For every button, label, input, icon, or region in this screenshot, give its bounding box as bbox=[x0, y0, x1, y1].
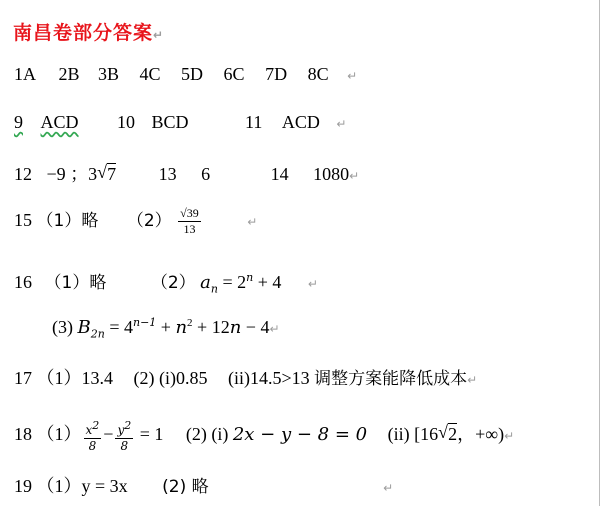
question-19-part-1: （1）y = 3x bbox=[36, 476, 128, 496]
return-mark-icon: ↵ bbox=[349, 169, 360, 183]
answer-line-15 bbox=[14, 206, 257, 237]
page-border bbox=[599, 0, 600, 506]
question-12-answer: −9 ；3 bbox=[46, 164, 98, 184]
question-11-answer: ACD bbox=[281, 112, 320, 132]
return-mark-icon: ↵ bbox=[269, 322, 280, 336]
formula-an: $a_n$ bbox=[200, 272, 218, 296]
return-mark-icon: ↵ bbox=[153, 28, 165, 42]
radicand: 7 bbox=[107, 164, 117, 184]
line-equation: 2x − y − 8 = 0 bbox=[232, 424, 368, 446]
question-16-part-1: （1）略 bbox=[44, 273, 107, 293]
answer-8: 8C bbox=[307, 64, 329, 84]
fraction-denominator: 13 bbox=[183, 222, 196, 237]
question-9-number: 9 bbox=[14, 112, 23, 132]
question-11-number: 11 bbox=[245, 112, 263, 132]
interval-open: [16 bbox=[414, 424, 439, 445]
sqrt-2: √ 2 bbox=[438, 422, 458, 445]
question-15-number: 15 bbox=[14, 210, 32, 230]
answer-3: 3B bbox=[98, 64, 120, 84]
fraction-y2-over-8: $\frac{y^2}{8}$ bbox=[117, 419, 132, 453]
question-18-number: 18 bbox=[14, 424, 32, 445]
question-17-part-2: (2) (i)0.85 bbox=[133, 368, 208, 388]
question-17-conclusion: 调整方案能降低成本 bbox=[314, 369, 468, 389]
question-15-part-2-label: （2） bbox=[126, 211, 172, 231]
return-mark-icon: ↵ bbox=[347, 69, 358, 83]
answer-1: 1A bbox=[14, 64, 36, 84]
return-mark-icon: ↵ bbox=[383, 481, 394, 495]
fraction-numerator: 39 bbox=[186, 206, 199, 221]
answer-line-16: 16 （1）略 （2） $a_n = 2^n + 4$ ↵ bbox=[14, 271, 318, 296]
answer-5: 5D bbox=[181, 64, 204, 84]
answer-line-12-14 bbox=[14, 160, 359, 186]
question-15-part-1: （1）略 bbox=[36, 211, 99, 231]
question-10-number: 10 bbox=[117, 112, 136, 132]
return-mark-icon: ↵ bbox=[467, 373, 478, 387]
answer-7: 7D bbox=[265, 64, 288, 84]
question-17-part-1: （1）13.4 bbox=[36, 368, 113, 388]
formula-b2n: $B_{2n}$ bbox=[77, 317, 105, 341]
answer-line-17 bbox=[14, 364, 477, 390]
fraction-x2-over-8: $\frac{x^2}{8}$ bbox=[85, 419, 100, 453]
interval-close: ，+∞) bbox=[457, 424, 505, 445]
return-mark-icon: ↵ bbox=[504, 429, 515, 444]
answer-line-18: 18 （1） $\frac{x^2}{8}$ − $\frac{y^2}{8}$ = 1 (2) (i) 2x − y − 8 = 0 (ii) [16 √ 2，+∞)↵ bbox=[14, 419, 515, 453]
question-10-answer: BCD bbox=[151, 112, 189, 132]
answer-line-19 bbox=[14, 472, 393, 498]
answer-line-9-11 bbox=[14, 112, 346, 133]
answer-line-1-8 bbox=[14, 64, 357, 85]
answer-line-16-part-3: (3) $B_{2n} = 4^{n-1} + n^2 + 12n$ − 4↵ bbox=[52, 316, 280, 341]
question-14-answer: 1080 bbox=[313, 164, 350, 184]
fraction-sqrt39-over-13: $\frac{√39}{13}$ bbox=[180, 206, 199, 237]
return-mark-icon: ↵ bbox=[336, 117, 347, 131]
question-17-part-2-ii: (ii)14.5>13 bbox=[227, 368, 310, 388]
question-9-answer: ACD bbox=[40, 112, 79, 132]
sqrt-7: √ 7 bbox=[97, 162, 117, 184]
page-title bbox=[13, 18, 164, 45]
return-mark-icon: ↵ bbox=[247, 215, 258, 229]
question-18-part-2-ii-label: (ii) bbox=[387, 424, 410, 445]
answer-2: 2B bbox=[58, 64, 80, 84]
question-16-part-3-label: (3) bbox=[52, 317, 73, 337]
answer-4: 4C bbox=[139, 64, 161, 84]
question-12-number: 12 bbox=[14, 164, 32, 184]
question-19-part-2: (2) 略 bbox=[162, 477, 209, 497]
question-13-answer: 6 bbox=[201, 164, 211, 184]
question-14-number: 14 bbox=[270, 164, 289, 184]
question-19-number: 19 bbox=[14, 476, 32, 496]
question-16-number: 16 bbox=[14, 272, 32, 292]
question-17-number: 17 bbox=[14, 368, 32, 388]
answer-6: 6C bbox=[223, 64, 245, 84]
question-18-part-2-label: (2) (i) bbox=[185, 424, 229, 445]
question-16-part-2-label: （2） bbox=[150, 273, 196, 293]
question-18-part-1-label: （1） bbox=[36, 424, 82, 445]
ellipse-equation-tail: = 1 bbox=[139, 424, 164, 445]
return-mark-icon: ↵ bbox=[307, 277, 318, 291]
title-text: 南昌卷部分答案 bbox=[13, 22, 154, 44]
question-13-number: 13 bbox=[158, 164, 177, 184]
